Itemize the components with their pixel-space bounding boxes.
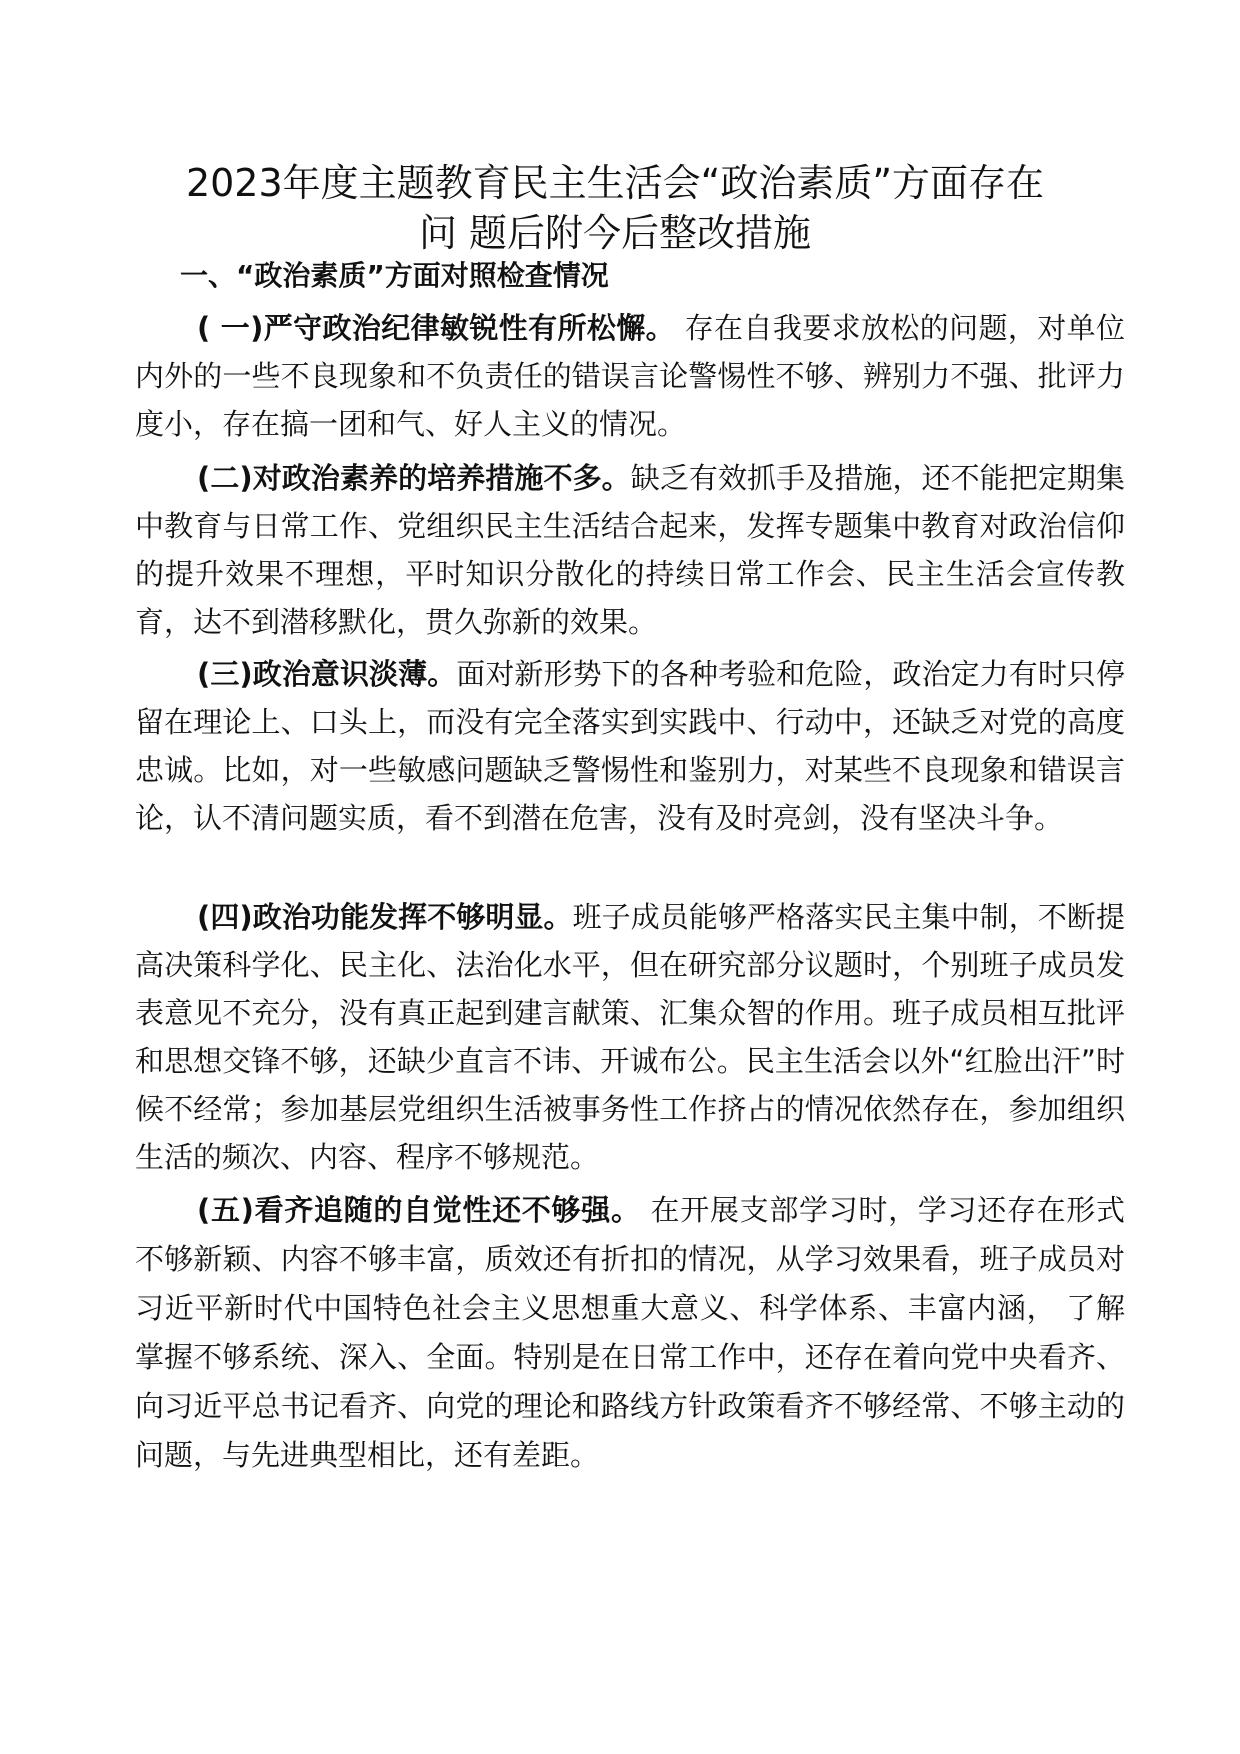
paragraph-3-body: 面对新形势下的各种考验和危险，政治定力有时只停留在理论上、口头上，而没有完全落实到实践中、行动中，还缺乏对党的高度忠诚。比如，对一些敏感问题缺乏警惕性和鉴别力，对某些不良现象和错误言论，认不清问题实质，看不到潜在危害，没有及时亮剑，没有坚决斗争。 xyxy=(135,657,1125,835)
paragraph-1-body: 存在自我要求放松的问题，对单位内外的一些不良现象和不负责任的错误言论警惕性不够、辨别力不强、批评力度小，存在搞一团和气、好人主义的情况。 xyxy=(135,311,1125,441)
paragraph-5 xyxy=(135,1186,1125,1480)
paragraph-4-lead: (四)政治功能发挥不够明显。 xyxy=(197,900,573,934)
paragraph-2-body: 缺乏有效抓手及措施，还不能把定期集中教育与日常工作、党组织民主生活结合起来，发挥专题集中教育对政治信仰的提升效果不理想，平时知识分散化的持续日常工作会、民主生活会宣传教育，达不到潜移默化，贯久弥新的效果。 xyxy=(135,461,1125,639)
paragraph-5-lead: (五)看齐追随的自觉性还不够强。 xyxy=(197,1193,641,1227)
title-line-2: 问 题后附今后整改措施 xyxy=(418,211,812,255)
section-heading: 一、“政治素质”方面对照检查情况 xyxy=(180,259,609,292)
paragraph-1 xyxy=(135,304,1125,448)
paragraph-2-lead: (二)对政治素养的培养措施不多。 xyxy=(197,461,631,495)
document-title xyxy=(110,158,1120,258)
title-line-1: 2023年度主题教育民主生活会“政治素质”方面存在 xyxy=(185,161,1045,205)
paragraph-4 xyxy=(135,893,1125,1181)
paragraph-3 xyxy=(135,650,1125,842)
paragraph-2 xyxy=(135,454,1125,646)
paragraph-4-body: 班子成员能够严格落实民主集中制，不断提高决策科学化、民主化、法治化水平，但在研究部分议题时，个别班子成员发表意见不充分，没有真正起到建言献策、汇集众智的作用。班子成员相互批评和思想交锋不够，还缺少直言不讳、开诚布公。民主生活会以外“红脸出汗”时候不经常；参加基层党组织生活被事务性工作挤占的情况依然存在，参加组织生活的频次、内容、程序不够规范。 xyxy=(135,900,1125,1174)
paragraph-3-lead: (三)政治意识淡薄。 xyxy=(197,657,457,691)
paragraph-1-lead: ( 一)严守政治纪律敏锐性有所松懈。 xyxy=(197,311,676,345)
paragraph-5-body: 在开展支部学习时，学习还存在形式不够新颖、内容不够丰富，质效还有折扣的情况，从学习效果看，班子成员对习近平新时代中国特色社会主义思想重大意义、科学体系、丰富内涵， 了解掌握不够系统、深入、全面。特别是在日常工作中，还存在着向党中央看齐、向习近平总书记看齐、向党的理论和路线方针政策看齐不够经常、不够主动的问题，与先进典型相比，还有差距。 xyxy=(135,1193,1125,1472)
